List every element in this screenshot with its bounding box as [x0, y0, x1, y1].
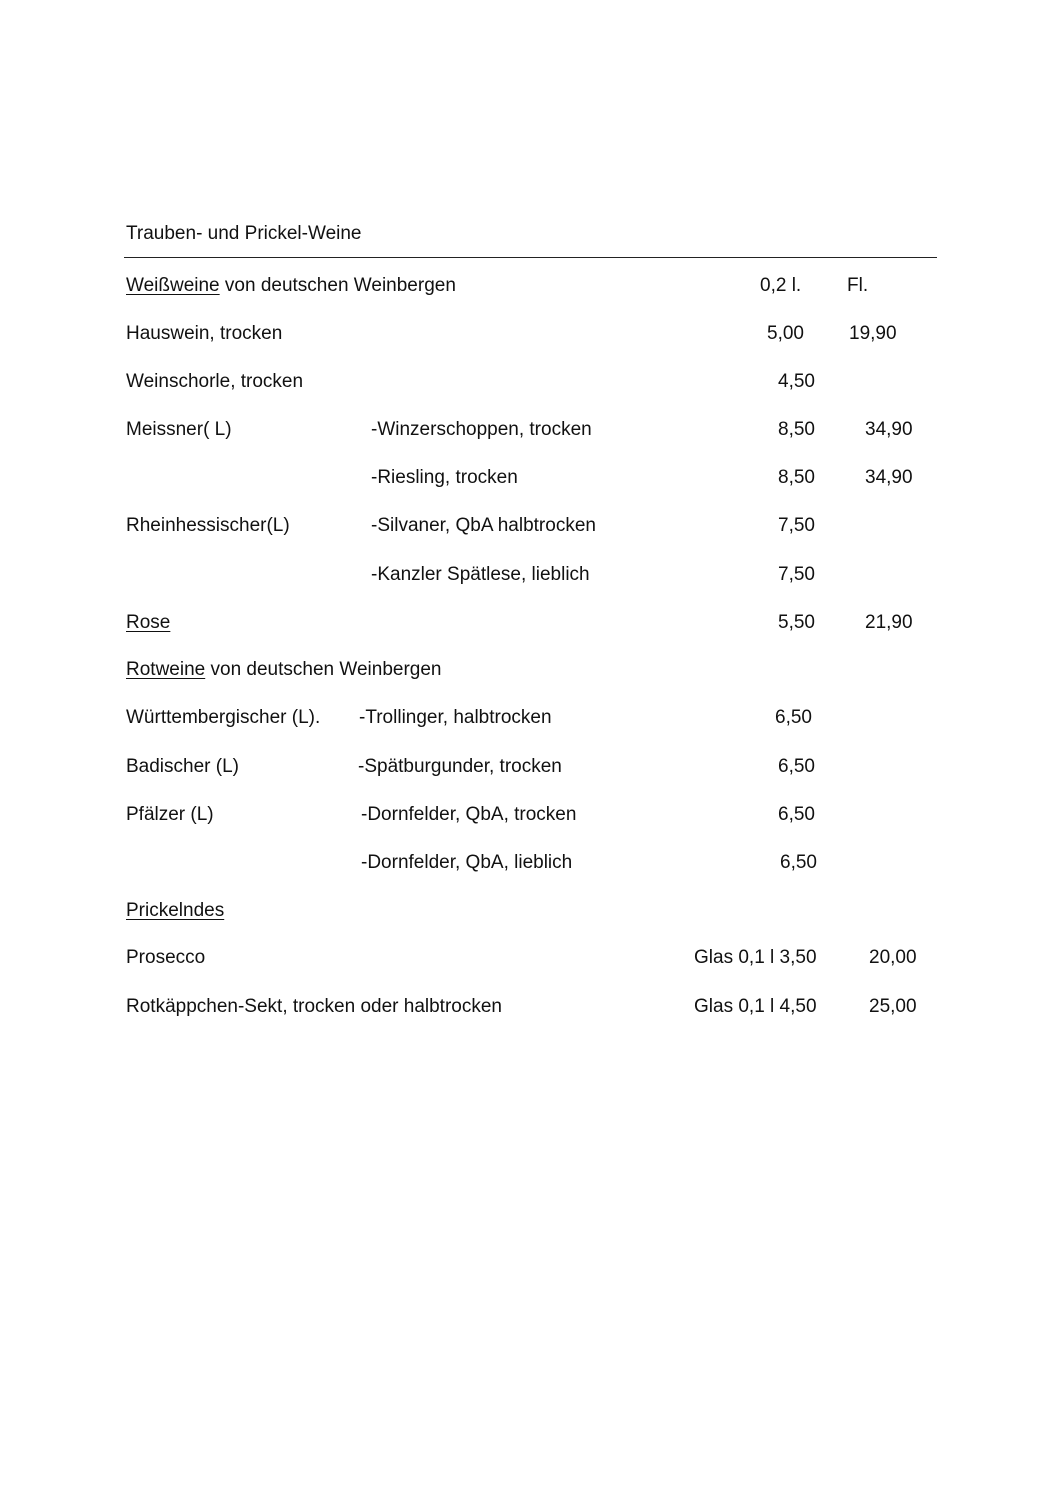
red-wine-heading-rest: von deutschen Weinbergen — [205, 659, 442, 680]
red-wine-heading — [126, 660, 441, 679]
price-bottle: 25,00 — [869, 996, 917, 1017]
wine-variety: -Spätburgunder, trocken — [358, 756, 562, 777]
wine-variety: -Dornfelder, QbA, lieblich — [361, 852, 573, 873]
wine-variety: -Dornfelder, QbA, trocken — [361, 804, 577, 825]
wine-name: Pfälzer (L) — [126, 804, 214, 825]
wine-variety: -Trollinger, halbtrocken — [359, 707, 552, 728]
wine-variety: -Winzerschoppen, trocken — [371, 419, 592, 440]
title-divider — [124, 257, 937, 258]
price-bottle: 20,00 — [869, 947, 917, 968]
wine-variety: -Silvaner, QbA halbtrocken — [371, 515, 596, 536]
wine-name: Meissner( L) — [126, 419, 232, 440]
price-glass: 7,50 — [778, 564, 815, 585]
wine-name: Rotkäppchen-Sekt, trocken oder halbtrocken — [126, 996, 502, 1017]
price-glass: 8,50 — [778, 419, 815, 440]
price-bottle: 34,90 — [865, 467, 913, 488]
white-wine-heading — [126, 276, 456, 295]
price-glass: 5,50 — [778, 612, 815, 633]
price-glass: Glas 0,1 l 4,50 — [694, 996, 817, 1017]
price-bottle: 34,90 — [865, 419, 913, 440]
page-title: Trauben- und Prickel-Weine — [126, 223, 362, 244]
column-header-glass: 0,2 l. — [760, 275, 802, 296]
price-glass: 6,50 — [778, 756, 815, 777]
wine-variety: -Kanzler Spätlese, lieblich — [371, 564, 590, 585]
rose-heading: Rose — [126, 612, 171, 633]
white-wine-heading-rest: von deutschen Weinbergen — [219, 275, 456, 296]
wine-name: Hauswein, trocken — [126, 323, 283, 344]
wine-name: Weinschorle, trocken — [126, 371, 304, 392]
price-glass: 6,50 — [780, 852, 817, 873]
price-glass: 5,00 — [767, 323, 804, 344]
price-glass: 6,50 — [778, 804, 815, 825]
column-header-bottle: Fl. — [847, 275, 869, 296]
price-glass: Glas 0,1 l 3,50 — [694, 947, 817, 968]
white-wine-heading-underlined: Weißweine — [126, 275, 220, 296]
price-glass: 8,50 — [778, 467, 815, 488]
wine-variety: -Riesling, trocken — [371, 467, 518, 488]
sparkling-heading: Prickelndes — [126, 900, 225, 921]
price-glass: 6,50 — [775, 707, 812, 728]
price-glass: 7,50 — [778, 515, 815, 536]
wine-name: Badischer (L) — [126, 756, 239, 777]
price-bottle: 19,90 — [849, 323, 897, 344]
red-wine-heading-underlined: Rotweine — [126, 659, 206, 680]
wine-name: Württembergischer (L). — [126, 707, 321, 728]
price-bottle: 21,90 — [865, 612, 913, 633]
wine-name: Prosecco — [126, 947, 206, 968]
wine-name: Rheinhessischer(L) — [126, 515, 290, 536]
price-glass: 4,50 — [778, 371, 815, 392]
